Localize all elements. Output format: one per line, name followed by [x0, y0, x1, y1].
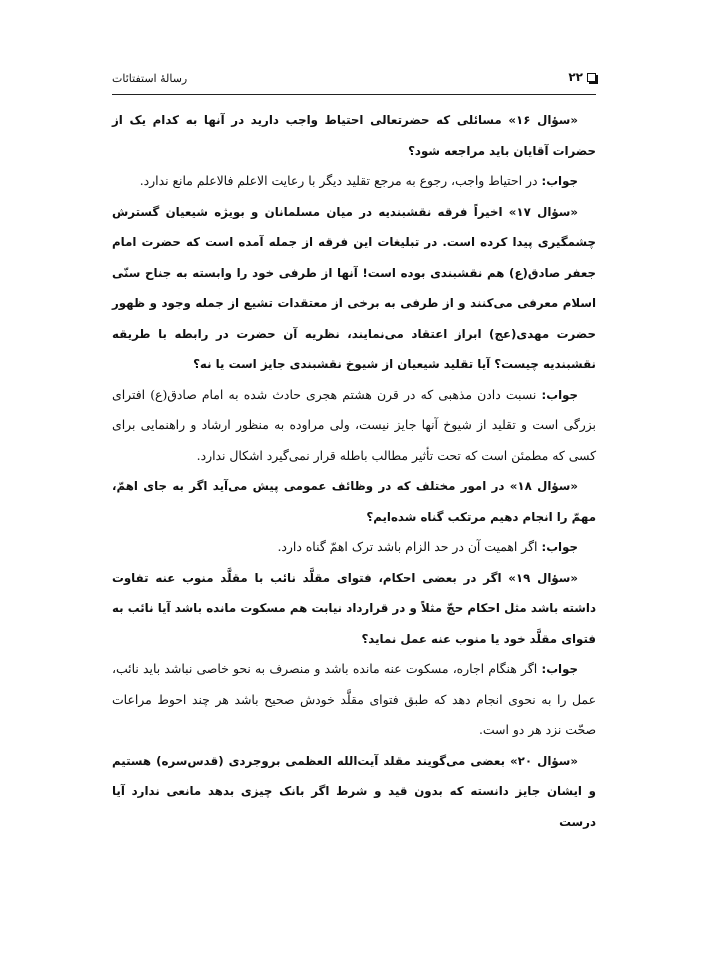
answer-text: اگر اهمیت آن در حد الزام باشد ترک اهمّ گناه دارد.	[277, 539, 538, 554]
running-title: رسالهٔ استفتائات	[112, 72, 188, 85]
answer-label: جواب:	[541, 540, 578, 554]
page-number-group	[568, 70, 596, 84]
square-bullet-icon	[587, 73, 596, 82]
body-text	[112, 105, 596, 837]
answer-text: نسبت دادن مذهبی که در قرن هشتم هجری حادث شده به امام صادق(ع) افترای بزرگی است و تقلید از شیوخ آنها جایز نیست، ولی مراوده به منظور ارشاد و راهنمایی برای کسی که مطمئن است که تحت تأثیر مطالب باطله قرار نمی‌گیرد اشکال ندارد.	[112, 386, 596, 463]
question-20	[112, 746, 596, 838]
answer-label: جواب:	[541, 662, 578, 676]
question-17	[112, 197, 596, 380]
question-text: «سؤال ۱۸» در امور مختلف که در وظائف عمومی پیش می‌آید اگر به جای اهمّ، مهمّ را انجام دهیم مرتکب گناه شده‌ایم؟	[112, 479, 596, 524]
question-text: «سؤال ۱۹» اگر در بعضی احکام، فتوای مقلَّد نائب با مقلَّد منوب عنه تفاوت داشته باشد مثل احکام حجّ مثلاً و در قرارداد نیابت هم مسکوت مانده باشد آیا نائب به فتوای مقلَّد خود یا منوب عنه عمل نماید؟	[112, 570, 596, 646]
answer-17	[112, 380, 596, 472]
question-16	[112, 105, 596, 166]
question-text: «سؤال ۱۶» مسائلی که حضرتعالی احتیاط واجب دارید در آنها به کدام یک از حضرات آقایان باید مراجعه شود؟	[112, 113, 596, 158]
page-header	[112, 68, 596, 95]
question-text: «سؤال ۱۷» اخیراً فرقه نقشبندیه در میان مسلمانان و بویژه شیعیان گسترش چشمگیری پیدا کرده است. در تبلیغات این فرقه از جمله آمده است که حضرت امام جعفر صادق(ع) هم نقشبندی بوده است! آنها از طرفی خود را وابسته به جناح سنّی اسلام معرفی می‌کنند و از طرفی به برخی از معتقدات تشیع از جمله وجود و ظهور حضرت مهدی(عج) ابراز اعتقاد می‌نمایند، نظریه آن حضرت در رابطه با طریقه نقشبندیه چیست؟ آیا تقلید شیعیان از شیوخ نقشبندی جایز است یا نه؟	[112, 204, 596, 371]
document-page	[112, 68, 596, 837]
answer-label: جواب:	[541, 387, 579, 402]
question-text: «سؤال ۲۰» بعضی می‌گویند مقلد آیت‌الله العظمی بروجردی (قدس‌سره) هستیم و ایشان جایز دانسته که بدون قید و شرط اگر بانک چیزی بدهد مانعی ندارد آیا درست	[112, 753, 596, 829]
answer-text: اگر هنگام اجاره، مسکوت عنه مانده باشد و منصرف به نحو خاصی نباشد باید نائب، عمل را به نحوی انجام دهد که طبق فتوای مقلَّد خودش صحیح باشد هر چند احوط مراعات صحّت نزد هر دو است.	[112, 661, 596, 737]
question-18	[112, 471, 596, 532]
answer-label: جواب:	[541, 174, 578, 188]
answer-18	[112, 532, 596, 563]
answer-text: در احتیاط واجب، رجوع به مرجع تقلید دیگر با رعایت الاعلم فالاعلم مانع ندارد.	[139, 173, 538, 188]
question-19	[112, 563, 596, 655]
page-number: ۲۲	[568, 70, 583, 84]
answer-19	[112, 654, 596, 746]
answer-16	[112, 166, 596, 197]
